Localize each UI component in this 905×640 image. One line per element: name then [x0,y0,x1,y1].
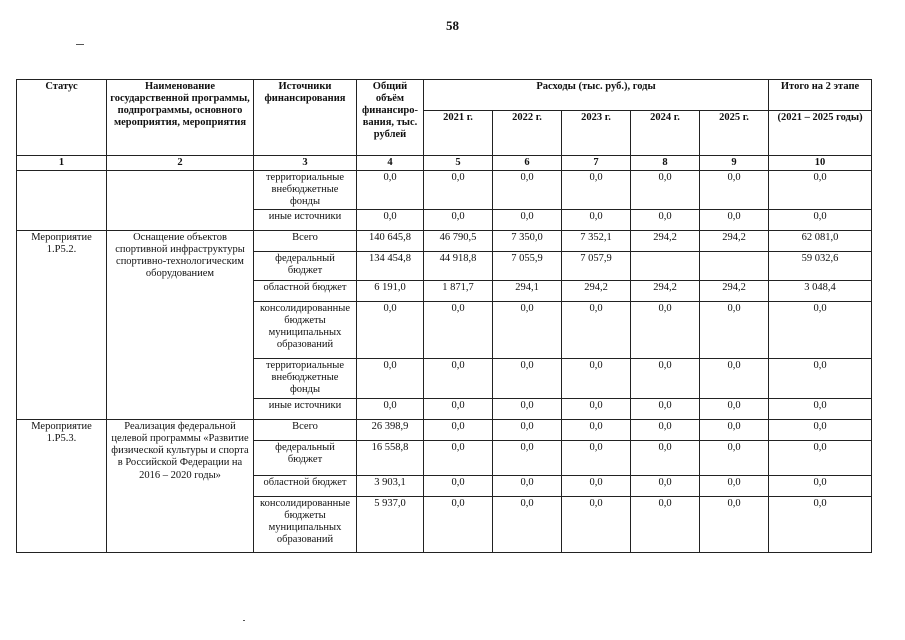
cell-year-value: 0,0 [493,399,562,420]
cell-year-value: 294,2 [631,231,700,252]
cell-year-value: 1 871,7 [424,281,493,302]
scan-mark [76,44,84,45]
row-program-name [107,171,254,231]
cell-year-value [700,252,769,281]
cell-total: 0,0 [357,359,424,399]
cell-year-value: 0,0 [562,302,631,359]
header-year: 2022 г. [493,111,562,156]
cell-stage-total: 0,0 [769,302,872,359]
cell-year-value: 0,0 [562,497,631,553]
cell-total: 0,0 [357,171,424,210]
cell-stage-total: 0,0 [769,171,872,210]
cell-year-value: 0,0 [700,359,769,399]
cell-stage-total: 0,0 [769,210,872,231]
cell-year-value: 0,0 [424,302,493,359]
cell-year-value: 7 057,9 [562,252,631,281]
column-number: 4 [357,156,424,171]
header-name: Наименование государственной программы, подпрограммы, основного мероприятия, мероприятия [107,80,254,156]
cell-year-value: 7 352,1 [562,231,631,252]
cell-year-value: 294,2 [562,281,631,302]
header-stage-total: Итого на 2 этапе [769,80,872,111]
row-funding-source: федеральный бюджет [254,441,357,476]
cell-year-value: 0,0 [631,171,700,210]
cell-stage-total: 62 081,0 [769,231,872,252]
cell-year-value: 0,0 [424,476,493,497]
cell-year-value: 0,0 [631,210,700,231]
page-number: 58 [446,18,459,33]
column-number: 10 [769,156,872,171]
cell-year-value: 0,0 [562,171,631,210]
column-number: 1 [17,156,107,171]
cell-year-value: 0,0 [631,476,700,497]
cell-year-value: 0,0 [424,441,493,476]
row-funding-source: консолидированные бюджеты муниципальных образований [254,497,357,553]
cell-year-value: 0,0 [493,441,562,476]
cell-total: 6 191,0 [357,281,424,302]
cell-total: 0,0 [357,302,424,359]
header-year: 2024 г. [631,111,700,156]
cell-stage-total: 0,0 [769,359,872,399]
header-year: 2021 г. [424,111,493,156]
cell-year-value: 7 350,0 [493,231,562,252]
row-program-name: Оснащение объектов спортивной инфраструктуры спортивно-технологическим оборудованием [107,231,254,420]
cell-year-value: 0,0 [493,420,562,441]
cell-year-value: 0,0 [562,359,631,399]
row-status: Мероприятие 1.Р5.3. [17,420,107,553]
row-funding-source: иные источники [254,210,357,231]
header-total: Общий объём финансиро-вания, тыс. рублей [357,80,424,156]
cell-year-value: 294,2 [700,281,769,302]
cell-total: 0,0 [357,399,424,420]
cell-total: 140 645,8 [357,231,424,252]
cell-year-value: 0,0 [631,399,700,420]
cell-year-value: 0,0 [700,210,769,231]
cell-year-value: 0,0 [424,399,493,420]
cell-year-value: 0,0 [424,497,493,553]
column-number: 5 [424,156,493,171]
cell-year-value: 0,0 [700,497,769,553]
cell-year-value: 44 918,8 [424,252,493,281]
cell-total: 26 398,9 [357,420,424,441]
cell-year-value: 0,0 [493,359,562,399]
cell-year-value: 0,0 [631,359,700,399]
row-funding-source: иные источники [254,399,357,420]
cell-year-value: 7 055,9 [493,252,562,281]
row-funding-source: областной бюджет [254,281,357,302]
column-number: 9 [700,156,769,171]
table-row [17,231,872,252]
row-program-name: Реализация федеральной целевой программы «Развитие физической культуры и спорта в Российской Федерации на 2016 – 2020 годы» [107,420,254,553]
cell-total: 16 558,8 [357,441,424,476]
column-number: 7 [562,156,631,171]
cell-year-value: 0,0 [493,171,562,210]
header-year: 2025 г. [700,111,769,156]
row-funding-source: федеральный бюджет [254,252,357,281]
cell-year-value: 0,0 [562,420,631,441]
column-number: 3 [254,156,357,171]
cell-year-value: 46 790,5 [424,231,493,252]
cell-stage-total: 0,0 [769,399,872,420]
cell-year-value: 0,0 [424,210,493,231]
cell-year-value: 0,0 [700,441,769,476]
row-funding-source: областной бюджет [254,476,357,497]
row-status: Мероприятие 1.Р5.2. [17,231,107,420]
header-status: Статус [17,80,107,156]
cell-year-value: 0,0 [493,497,562,553]
row-funding-source: территориальные внебюджетные фонды [254,359,357,399]
cell-year-value: 0,0 [700,420,769,441]
cell-year-value: 0,0 [424,420,493,441]
cell-year-value: 0,0 [700,399,769,420]
cell-stage-total: 0,0 [769,476,872,497]
cell-year-value: 0,0 [700,302,769,359]
cell-year-value: 0,0 [493,210,562,231]
cell-stage-total: 0,0 [769,420,872,441]
table-row [17,420,872,441]
cell-stage-total: 3 048,4 [769,281,872,302]
scan-mark [243,620,245,621]
cell-year-value: 294,1 [493,281,562,302]
cell-year-value: 0,0 [562,441,631,476]
cell-total: 3 903,1 [357,476,424,497]
table-row [17,171,872,210]
cell-year-value: 0,0 [493,302,562,359]
cell-year-value: 294,2 [700,231,769,252]
cell-year-value: 0,0 [631,420,700,441]
cell-year-value: 0,0 [631,302,700,359]
row-status [17,171,107,231]
row-funding-source: Всего [254,420,357,441]
cell-stage-total: 59 032,6 [769,252,872,281]
row-funding-source: Всего [254,231,357,252]
cell-stage-total: 0,0 [769,497,872,553]
header-stage-period: (2021 – 2025 годы) [769,111,872,156]
cell-year-value: 0,0 [562,476,631,497]
header-year: 2023 г. [562,111,631,156]
column-number: 2 [107,156,254,171]
cell-year-value: 0,0 [631,497,700,553]
cell-year-value [631,252,700,281]
column-number: 6 [493,156,562,171]
cell-year-value: 294,2 [631,281,700,302]
cell-year-value: 0,0 [700,476,769,497]
column-number: 8 [631,156,700,171]
cell-total: 134 454,8 [357,252,424,281]
cell-year-value: 0,0 [631,441,700,476]
cell-year-value: 0,0 [424,171,493,210]
cell-year-value: 0,0 [562,210,631,231]
cell-total: 5 937,0 [357,497,424,553]
row-funding-source: территориальные внебюджетные фонды [254,171,357,210]
cell-year-value: 0,0 [562,399,631,420]
cell-year-value: 0,0 [700,171,769,210]
cell-total: 0,0 [357,210,424,231]
cell-year-value: 0,0 [424,359,493,399]
header-sources: Источники финансирования [254,80,357,156]
cell-year-value: 0,0 [493,476,562,497]
header-expenses: Расходы (тыс. руб.), годы [424,80,769,111]
row-funding-source: консолидированные бюджеты муниципальных образований [254,302,357,359]
cell-stage-total: 0,0 [769,441,872,476]
budget-table [16,79,872,553]
